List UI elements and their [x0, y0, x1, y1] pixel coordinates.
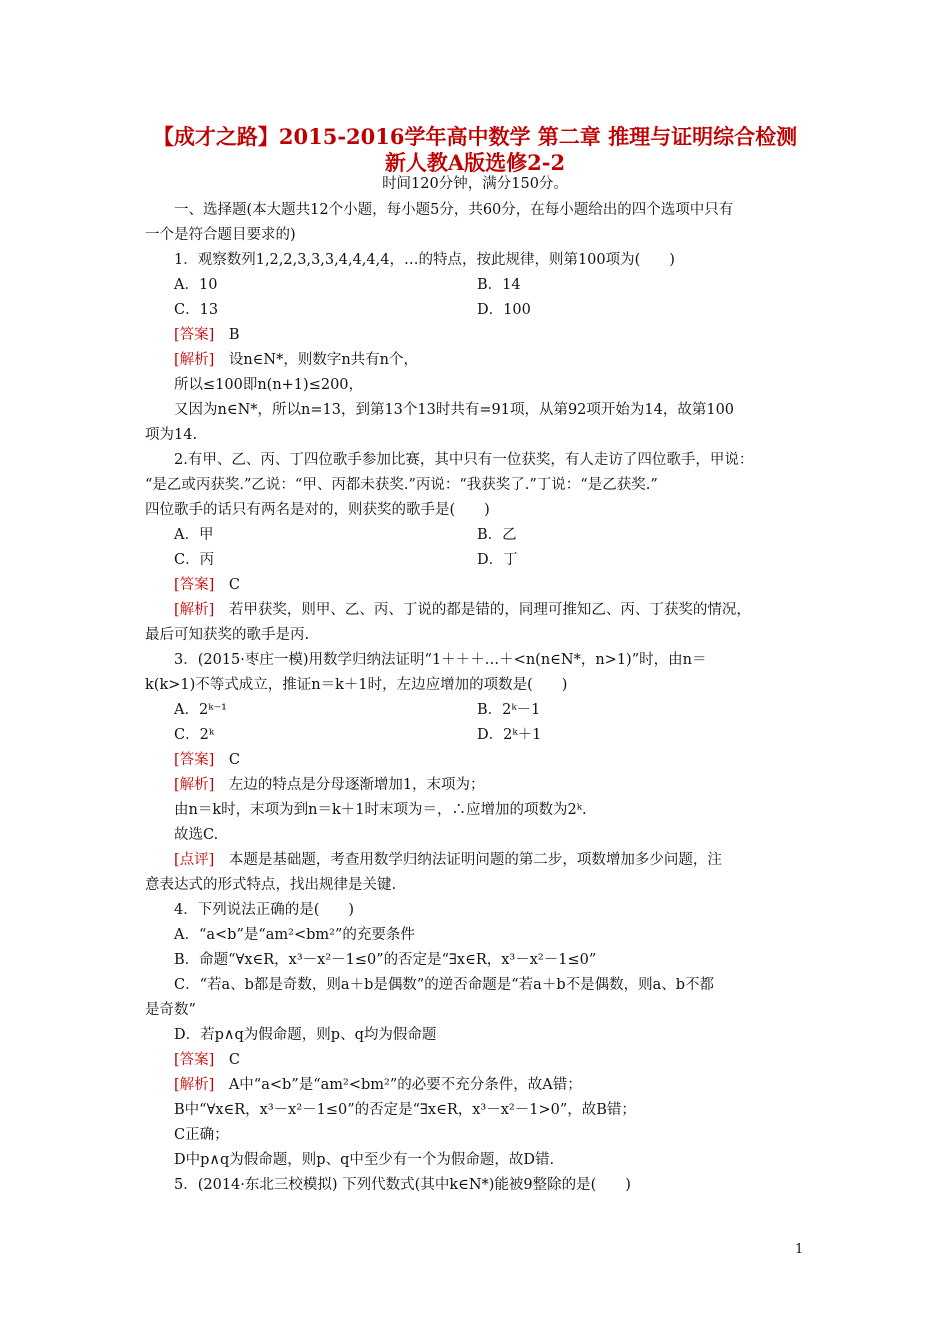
- question-1-options-row-1: [145, 273, 807, 298]
- question-2-stem-line-1: 2.有甲、乙、丙、丁四位歌手参加比赛，其中只有一位获奖，有人走访了四位歌手，甲说：: [174, 452, 754, 468]
- document-title-line-2: 新人教A版选修2-2: [384, 150, 566, 175]
- question-1-answer: [145, 323, 807, 348]
- question-2-option-c: C．丙: [174, 552, 215, 568]
- answer-tag: [答案]: [174, 327, 215, 343]
- question-1-stem: 1．观察数列1,2,2,3,3,3,4,4,4,4，…的特点，按此规律，则第100项为( ): [174, 252, 675, 268]
- question-1-analysis-line-2: 所以≤100即n(n+1)≤200，: [174, 377, 364, 393]
- question-1-options-row-2: [145, 298, 807, 323]
- question-2-stem-line-3: 四位歌手的话只有两名是对的，则获奖的歌手是( ): [145, 502, 490, 518]
- question-3-option-b: B．2ᵏ－1: [477, 702, 541, 718]
- answer-value: C: [214, 1052, 240, 1068]
- question-3-answer: [145, 748, 807, 773]
- analysis-tag: [解析]: [174, 777, 215, 793]
- question-4-option-c-line-1: C．“若a、b都是奇数，则a＋b是偶数”的逆否命题是“若a＋b不是偶数，则a、b不都: [174, 977, 715, 993]
- question-2-analysis-line-2: 最后可知获奖的歌手是丙.: [145, 627, 310, 643]
- section-heading-line-1: 一、选择题(本大题共12个小题，每小题5分，共60分，在每小题给出的四个选项中只有: [174, 202, 734, 218]
- question-2-option-b: B．乙: [477, 527, 517, 543]
- page-number: 1: [795, 1242, 804, 1257]
- question-4-option-d: D．若p∧q为假命题，则p、q均为假命题: [174, 1027, 437, 1043]
- question-2-options-row-1: [145, 523, 807, 548]
- answer-tag: [答案]: [174, 1052, 215, 1068]
- question-3-option-c: C．2ᵏ: [174, 727, 215, 743]
- question-4-analysis-line-3: C正确；: [174, 1127, 229, 1143]
- question-3-comment-line-2: 意表达式的形式特点，找出规律是关键.: [145, 877, 397, 893]
- answer-tag: [答案]: [174, 577, 215, 593]
- question-2-answer: [145, 573, 807, 598]
- question-3-stem-line-2: k(k>1)不等式成立，推证n＝k＋1时，左边应增加的项数是( ): [145, 677, 568, 693]
- question-4-option-a: A．“a<b”是“am²<bm²”的充要条件: [174, 927, 415, 943]
- question-3-analysis-line-2: 由n＝k时，末项为到n＝k＋1时末项为＝，∴应增加的项数为2ᵏ.: [174, 802, 587, 818]
- answer-value: C: [214, 577, 240, 593]
- question-5-stem: 5．(2014·东北三校模拟) 下列代数式(其中k∈N*)能被9整除的是( ): [174, 1177, 631, 1193]
- document-body: [145, 198, 807, 1198]
- question-3-analysis-line-3: 故选C.: [174, 827, 219, 843]
- answer-value: C: [214, 752, 240, 768]
- question-3-analysis-line-1: [145, 773, 807, 798]
- section-heading-line-2: 一个是符合题目要求的): [145, 227, 296, 243]
- question-3-options-row-2: [145, 723, 807, 748]
- question-2-options-row-2: [145, 548, 807, 573]
- question-1-option-a: A．10: [174, 277, 218, 293]
- question-3-option-d: D．2ᵏ＋1: [477, 727, 542, 743]
- question-4-option-b: B．命题“∀x∈R，x³－x²－1≤0”的否定是“∃x∈R，x³－x²－1≤0”: [174, 952, 597, 968]
- question-3-stem-line-1: 3．(2015·枣庄一模)用数学归纳法证明“1＋＋＋…＋<n(n∈N*，n>1)”时，由n＝: [174, 652, 707, 668]
- question-1-analysis-line-1: [145, 348, 807, 373]
- question-2-option-a: A．甲: [174, 527, 214, 543]
- question-2-analysis-line-1: [145, 598, 807, 623]
- comment-tag: [点评]: [174, 852, 215, 868]
- question-1-analysis-line-4: 项为14.: [145, 427, 198, 443]
- analysis-tag: [解析]: [174, 602, 215, 618]
- question-1-analysis-line-3: 又因为n∈N*，所以n=13，到第13个13时共有=91项，从第92项开始为14，故第100: [174, 402, 735, 418]
- analysis-tag: [解析]: [174, 352, 215, 368]
- question-1-option-c: C．13: [174, 302, 219, 318]
- question-4-analysis-line-4: D中p∧q为假命题，则p、q中至少有一个为假命题，故D错.: [174, 1152, 555, 1168]
- answer-tag: [答案]: [174, 752, 215, 768]
- analysis-text: 设n∈N*，则数字n共有n个，: [214, 352, 419, 368]
- question-3-options-row-1: [145, 698, 807, 723]
- comment-text: 本题是基础题，考查用数学归纳法证明问题的第二步，项数增加多少问题，注: [214, 852, 722, 868]
- question-4-stem: 4．下列说法正确的是( ): [174, 902, 355, 918]
- question-3-comment-line-1: [145, 848, 807, 873]
- document-title-line-1: 【成才之路】2015-2016学年高中数学 第二章 推理与证明综合检测: [152, 124, 798, 149]
- question-2-stem-line-2: “是乙或丙获奖.”乙说：“甲、丙都未获奖.”丙说：“我获奖了.”丁说：“是乙获奖.”: [145, 477, 658, 493]
- answer-value: B: [214, 327, 240, 343]
- question-1-option-d: D．100: [477, 302, 531, 318]
- question-4-answer: [145, 1048, 807, 1073]
- analysis-text: 若甲获奖，则甲、乙、丙、丁说的都是错的，同理可推知乙、丙、丁获奖的情况，: [214, 602, 751, 618]
- question-1-option-b: B．14: [477, 277, 521, 293]
- exam-time-and-score: 时间120分钟，满分150分。: [382, 176, 568, 192]
- question-3-option-a: A．2ᵏ⁻¹: [174, 702, 227, 718]
- analysis-text: 左边的特点是分母逐渐增加1，末项为；: [214, 777, 485, 793]
- analysis-tag: [解析]: [174, 1077, 215, 1093]
- question-4-analysis-line-1: [145, 1073, 807, 1098]
- analysis-text: A中“a<b”是“am²<bm²”的必要不充分条件，故A错；: [214, 1077, 582, 1093]
- question-4-analysis-line-2: B中“∀x∈R，x³－x²－1≤0”的否定是“∃x∈R，x³－x²－1>0”，故B错；: [174, 1102, 636, 1118]
- question-2-option-d: D．丁: [477, 552, 518, 568]
- question-4-option-c-line-2: 是奇数”: [145, 1002, 196, 1018]
